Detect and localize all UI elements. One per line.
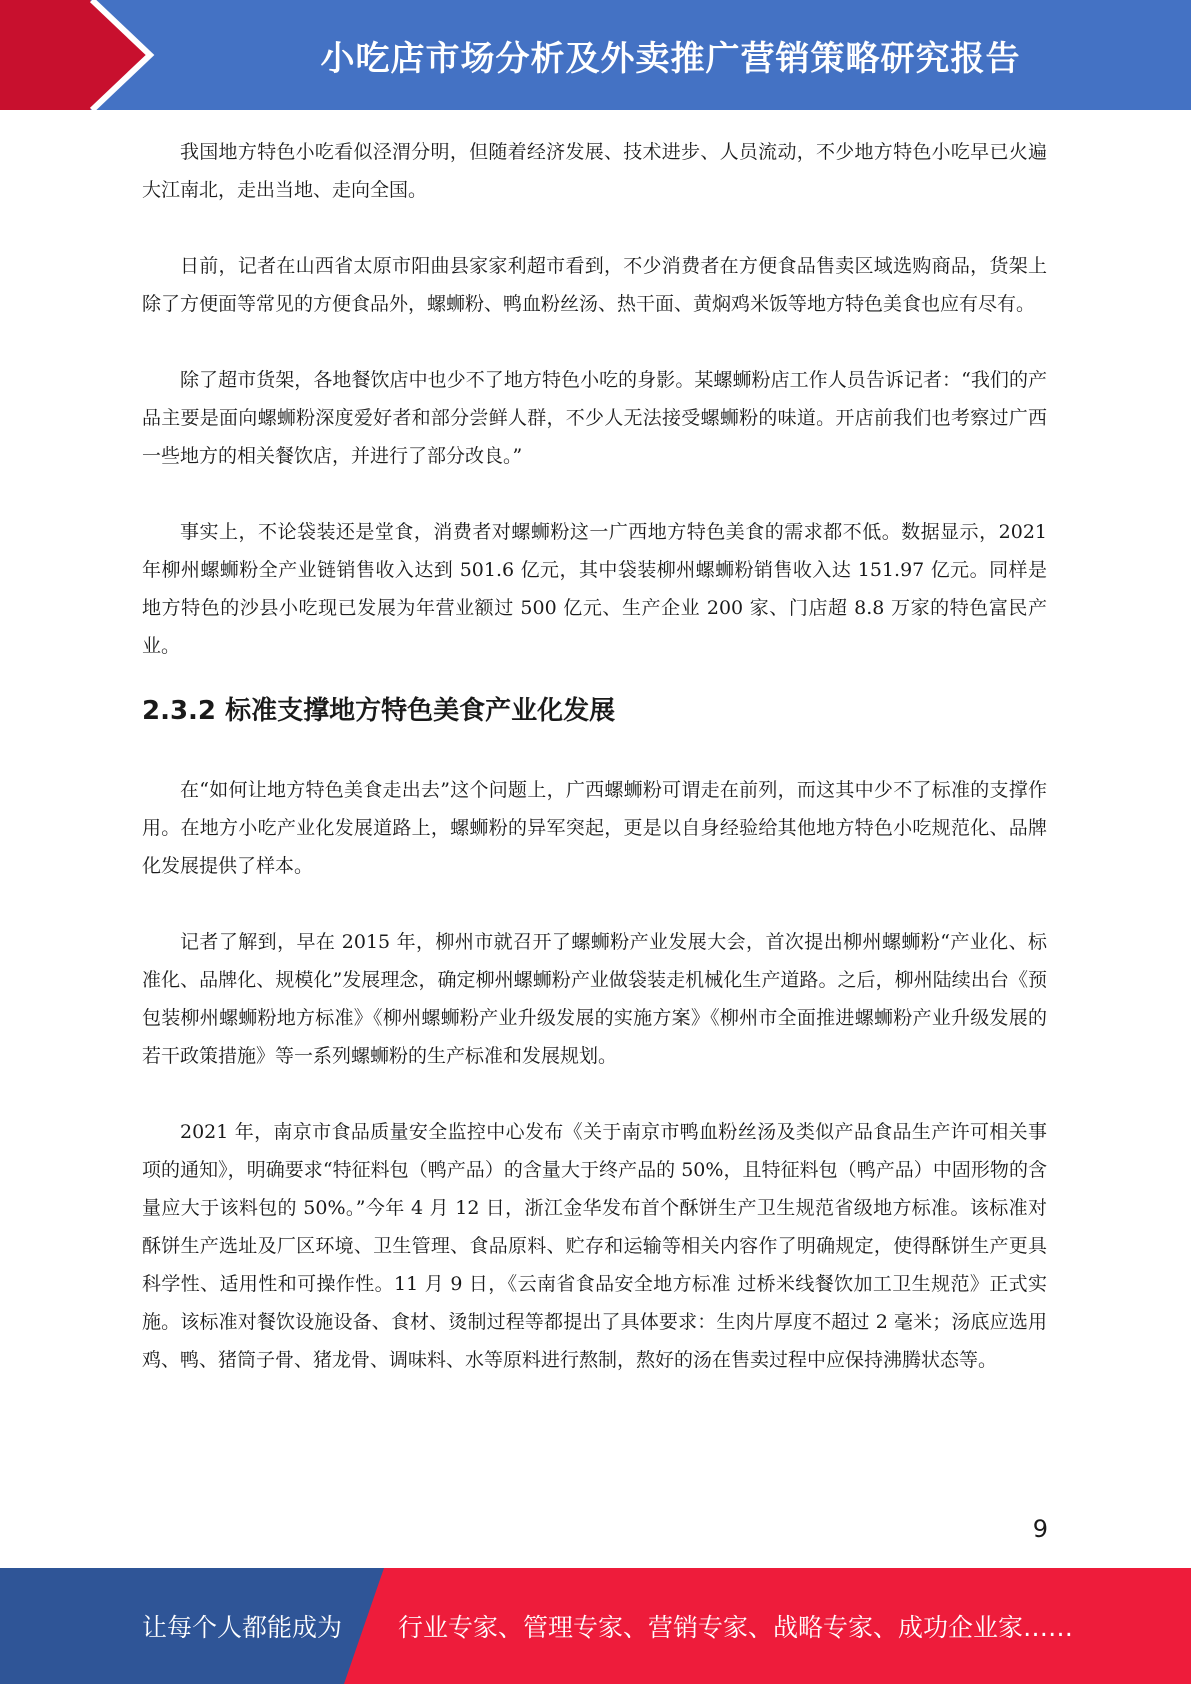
footer-slogan-left: 让每个人都能成为: [142, 1613, 343, 1642]
page-header: [0, 0, 1191, 110]
footer-slogan-right: 行业专家、管理专家、营销专家、战略专家、成功企业家……: [398, 1613, 1074, 1642]
paragraph: 在“如何让地方特色美食走出去”这个问题上，广西螺蛳粉可谓走在前列，而这其中少不了标准的支撑作用。在地方小吃产业化发展道路上，螺蛳粉的异军突起，更是以自身经验给其他地方特色小吃规范化、品牌化发展提供了样本。: [142, 779, 1047, 877]
section-heading: 2.3.2 标准支撑地方特色美食产业化发展: [142, 696, 616, 726]
paragraph: 事实上，不论袋装还是堂食，消费者对螺蛳粉这一广西地方特色美食的需求都不低。数据显示，2021 年柳州螺蛳粉全产业链销售收入达到 501.6 亿元，其中袋装柳州螺蛳粉销售收入达 151.97 亿元。同样是地方特色的沙县小吃现已发展为年营业额过 500 亿元、生产企业 200 家、门店超 8.8 万家的特色富民产业。: [142, 521, 1047, 657]
page-footer: [0, 1568, 1191, 1684]
paragraph: 日前，记者在山西省太原市阳曲县家家利超市看到，不少消费者在方便食品售卖区域选购商品，货架上除了方便面等常见的方便食品外，螺蛳粉、鸭血粉丝汤、热干面、黄焖鸡米饭等地方特色美食也应有尽有。: [142, 255, 1047, 315]
paragraph: 2021 年，南京市食品质量安全监控中心发布《关于南京市鸭血粉丝汤及类似产品食品生产许可相关事项的通知》，明确要求“特征料包（鸭产品）的含量大于终产品的 50%，且特征料包（鸭产品）中固形物的含量应大于该料包的 50%。”今年 4 月 12 日，浙江金华发布首个酥饼生产卫生规范省级地方标准。该标准对酥饼生产选址及厂区环境、卫生管理、食品原料、贮存和运输等相关内容作了明确规定，使得酥饼生产更具科学性、适用性和可操作性。11 月 9 日，《云南省食品安全地方标准 过桥米线餐饮加工卫生规范》正式实施。该标准对餐饮设施设备、食材、烫制过程等都提出了具体要求：生肉片厚度不超过 2 毫米；汤底应选用鸡、鸭、猪筒子骨、猪龙骨、调味料、水等原料进行熬制，熬好的汤在售卖过程中应保持沸腾状态等。: [142, 1121, 1047, 1371]
paragraph: 记者了解到，早在 2015 年，柳州市就召开了螺蛳粉产业发展大会，首次提出柳州螺蛳粉“产业化、标准化、品牌化、规模化”发展理念，确定柳州螺蛳粉产业做袋装走机械化生产道路。之后，柳州陆续出台《预包装柳州螺蛳粉地方标准》《柳州螺蛳粉产业升级发展的实施方案》《柳州市全面推进螺蛳粉产业升级发展的若干政策措施》等一系列螺蛳粉的生产标准和发展规划。: [142, 931, 1047, 1067]
page-number: 9: [1032, 1515, 1048, 1543]
page-body: [142, 133, 1047, 1417]
header-arrow-icon: [0, 0, 160, 110]
report-title: 小吃店市场分析及外卖推广营销策略研究报告: [320, 38, 1021, 79]
paragraph: 除了超市货架，各地餐饮店中也少不了地方特色小吃的身影。某螺蛳粉店工作人员告诉记者：“我们的产品主要是面向螺蛳粉深度爱好者和部分尝鲜人群，不少人无法接受螺蛳粉的味道。开店前我们也考察过广西一些地方的相关餐饮店，并进行了部分改良。”: [142, 369, 1047, 467]
paragraph: 我国地方特色小吃看似泾渭分明，但随着经济发展、技术进步、人员流动，不少地方特色小吃早已火遍大江南北，走出当地、走向全国。: [142, 141, 1047, 201]
